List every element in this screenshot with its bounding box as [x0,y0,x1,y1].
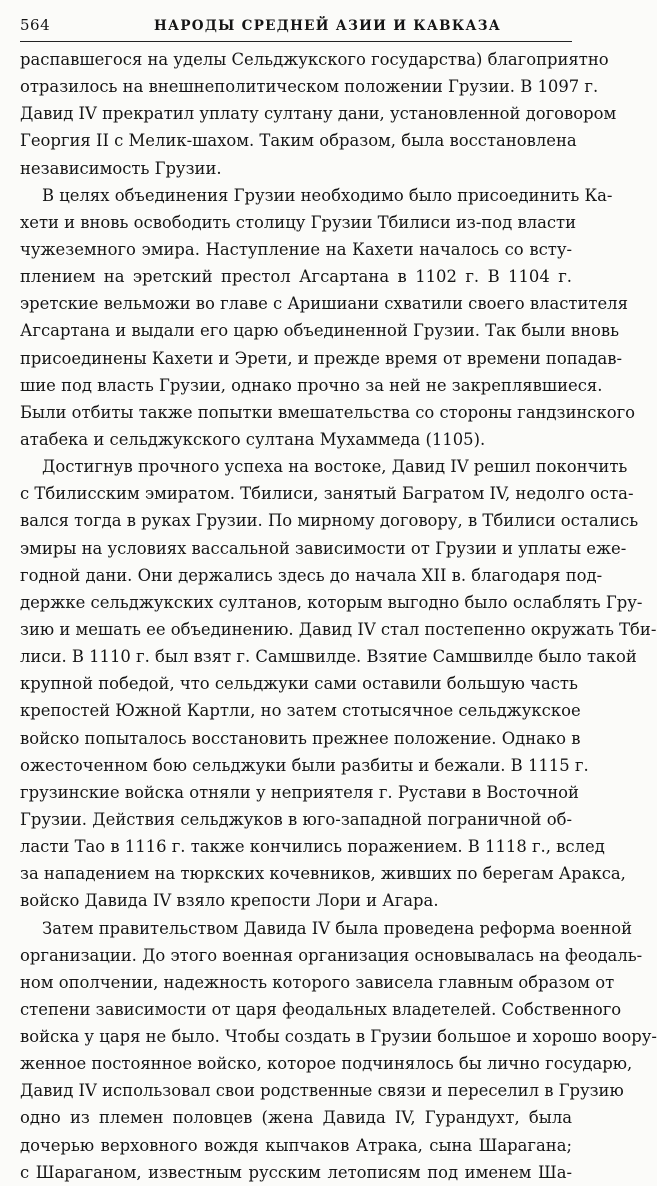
text-line: годной дани. Они держались здесь до начала XII в. благодаря под- [20,565,603,585]
text-line: ласти Тао в 1116 г. также кончились поражением. В 1118 г., вслед [20,837,605,857]
paragraph [20,915,657,1186]
text-line: за нападением на тюркских кочевников, живших по берегам Аракса, [20,864,626,884]
text-line: ожесточенном бою сельджуки были разбиты и бежали. В 1115 г. [20,755,589,775]
text-line: Были отбиты также попытки вмешательства со стороны гандзинского [20,402,636,422]
text-line: вался тогда в руках Грузии. По мирному договору, в Тбилиси остались [20,511,639,531]
header-rule [20,41,572,42]
text-line: распавшегося на уделы Сельджукского государства) благоприятно [20,50,609,69]
running-head: НАРОДЫ СРЕДНЕЙ АЗИИ И КАВКАЗА [154,18,502,34]
text-line: плением на эретский престол Агсартана в 1102 г. В 1104 г. [20,267,572,287]
paragraph [20,453,657,914]
text-line: Давид IV прекратил уплату султану дани, установленной договором [20,104,617,124]
paragraph [20,46,617,182]
text-line: грузинские войска отняли у неприятеля г. Рустави в Восточной [20,782,579,802]
text-line: войско Давида IV взяло крепости Лори и Агара. [20,891,439,911]
text-line: Затем правительством Давида IV была проведена реформа военной [42,918,633,938]
text-line: женное постоянное войско, которое подчинялось бы лично государю, [20,1054,633,1074]
paragraph [20,182,636,453]
text-line: эмиры на условиях вассальной зависимости от Грузии и уплаты еже- [20,538,627,558]
text-line: В целях объединения Грузии необходимо было присоединить Ка- [42,185,613,205]
text-line: Агсартана и выдали его царю объединенной Грузии. Так были вновь [20,321,620,341]
text-line: Георгия II с Мелик-шахом. Таким образом, была восстановлена [20,131,577,151]
text-line: степени зависимости от царя феодальных владетелей. Собственного [20,999,622,1019]
text-line: чужеземного эмира. Наступление на Кахети началось со всту- [20,239,572,259]
text-line: с Тбилисским эмиратом. Тбилиси, занятый Багратом IV, недолго оста- [20,484,634,504]
text-line: организации. До этого военная организация основывалась на феодаль- [20,945,643,965]
text-line: зию и мешать ее объединению. Давид IV стал постепенно окружать Тби- [20,619,657,639]
text-line: ном ополчении, надежность которого зависела главным образом от [20,972,615,992]
text-line: присоединены Кахети и Эрети, и прежде время от времени попадав- [20,348,623,368]
text-line: Давид IV использовал свои родственные связи и переселил в Грузию [20,1081,624,1101]
text-line: отразилось на внешнеполитическом положении Грузии. В 1097 г. [20,77,599,97]
text-line: эретские вельможи во главе с Аришиани схватили своего властителя [20,294,628,314]
body-text [20,46,657,1186]
text-line: крупной победой, что сельджуки сами оставили большую часть [20,674,578,694]
text-line: Достигнув прочного успеха на востоке, Давид IV решил покончить [42,457,628,477]
text-line: войско попыталось восстановить прежнее положение. Однако в [20,728,581,748]
text-line: хети и вновь освободить столицу Грузии Тбилиси из-под власти [20,212,577,232]
page-number: 564 [20,16,51,34]
text-line: дочерью верховного вождя кыпчаков Атрака, сына Шарагана; [20,1135,572,1155]
text-line: атабека и сельджукского султана Мухаммеда (1105). [20,429,486,449]
text-line: шие под власть Грузии, однако прочно за ней не закреплявшиеся. [20,375,603,395]
text-line: крепостей Южной Картли, но затем стотысячное сельджукское [20,701,581,721]
page-header [20,16,572,38]
text-line: войска у царя не было. Чтобы создать в Грузии большое и хорошо воору- [20,1027,657,1047]
text-line: держке сельджукских султанов, которым выгодно было ослаблять Гру- [20,592,643,612]
text-line: Грузии. Действия сельджуков в юго-западной пограничной об- [20,809,572,829]
text-line: одно из племен половцев (жена Давида IV, Гурандухт, была [20,1108,572,1128]
text-line: с Шараганом, известным русским летописям под именем Ша- [20,1162,572,1182]
text-line: независимость Грузии. [20,158,222,178]
text-line: лиси. В 1110 г. был взят г. Самшвилде. Взятие Самшвилде было такой [20,647,637,667]
